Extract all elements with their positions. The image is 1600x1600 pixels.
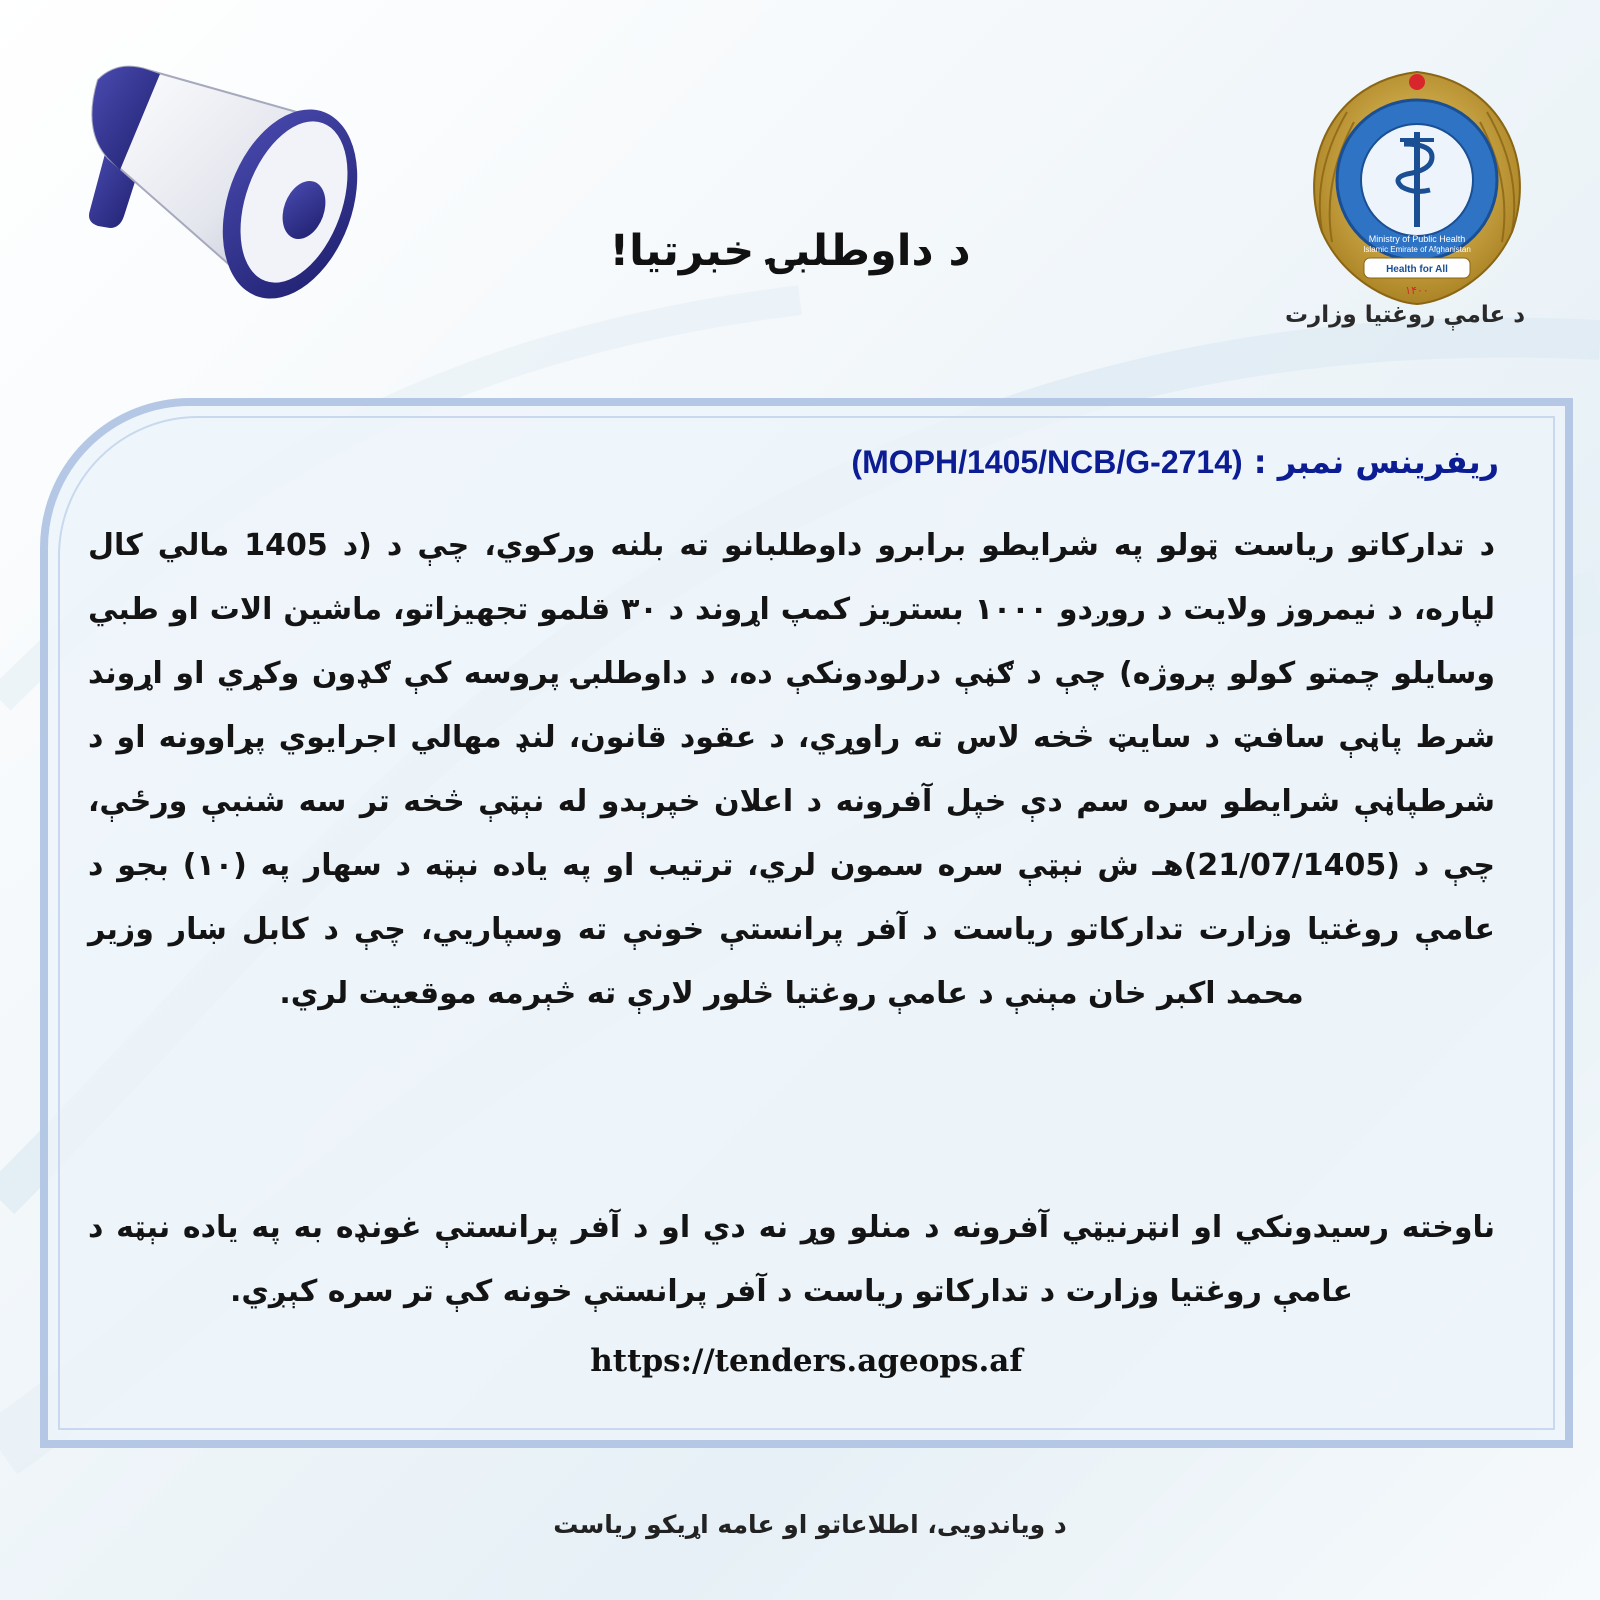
- footer-department: د ویاندویی، اطلاعاتو او عامه اړیکو ریاست: [553, 1510, 1067, 1539]
- notice-late-offers: ناوخته رسیدونکي او انټرنیټي آفرونه د منلو وړ نه دي او د آفر پرانستې غونډه به په یاده نېټه د عامې روغتیا وزارت د تدارکاتو ریاست د آفر پرانستې خونه کې تر سره کېږي.: [88, 1210, 1495, 1309]
- notice-panel: [40, 398, 1573, 1448]
- reference-line: [108, 443, 1499, 481]
- ministry-label: د عامې روغتیا وزارت: [1284, 302, 1526, 328]
- reference-label: ریفرینس نمبر :: [1253, 443, 1499, 481]
- reference-number: (MOPH/1405/NCB/G-2714): [851, 444, 1243, 480]
- page-title: د داوطلبۍ خبرتیا!: [609, 226, 971, 276]
- logo-text-en-2: Islamic Emirate of Afghanistan: [1363, 245, 1471, 254]
- logo-motto: Health for All: [1386, 264, 1448, 275]
- notice-body: د تدارکاتو ریاست ټولو په شرایطو برابرو داوطلبانو ته بلنه ورکوي، چې د (د 1405 مالي کال لپاره، د نیمروز ولایت د روږدو ۱۰۰۰ بستریز کمپ اړوند د ۳۰ قلمو تجهیزاتو، ماشین الات او طبي وسایلو چمتو کولو پروژه) چې د ګڼې درلودونکې ده، د داوطلبۍ پروسه کې ګډون وکړي او اړوند شرط پاڼې سافټ د سایټ څخه لاس ته راوړي، د عقود قانون، لنډ مهالي اجرایوي پړاوونه او د شرطپاڼې شرایطو سره سم دې خپل آفرونه د اعلان خپرېدو له نېټې څخه تر سه شنبې ورځې، چې د (21/07/1405)هـ ش نېټې سره سمون لري، ترتیب او په یاده نېټه د سهار په (۱۰) بجو د عامې روغتیا وزارت تدارکاتو ریاست د آفر پرانستې خونې ته وسپاریي، چې د کابل ښار وزیر محمد اکبر خان مېنې د عامې روغتیا څلور لارې ته څېرمه موقعیت لري.: [88, 528, 1496, 1011]
- tenders-link[interactable]: https://tenders.ageops.af: [590, 1343, 1023, 1379]
- ministry-logo: [1292, 62, 1542, 312]
- megaphone-icon: [68, 40, 388, 320]
- logo-year: ۱۴۰۰: [1405, 284, 1429, 297]
- logo-text-en: Ministry of Public Health: [1368, 234, 1466, 244]
